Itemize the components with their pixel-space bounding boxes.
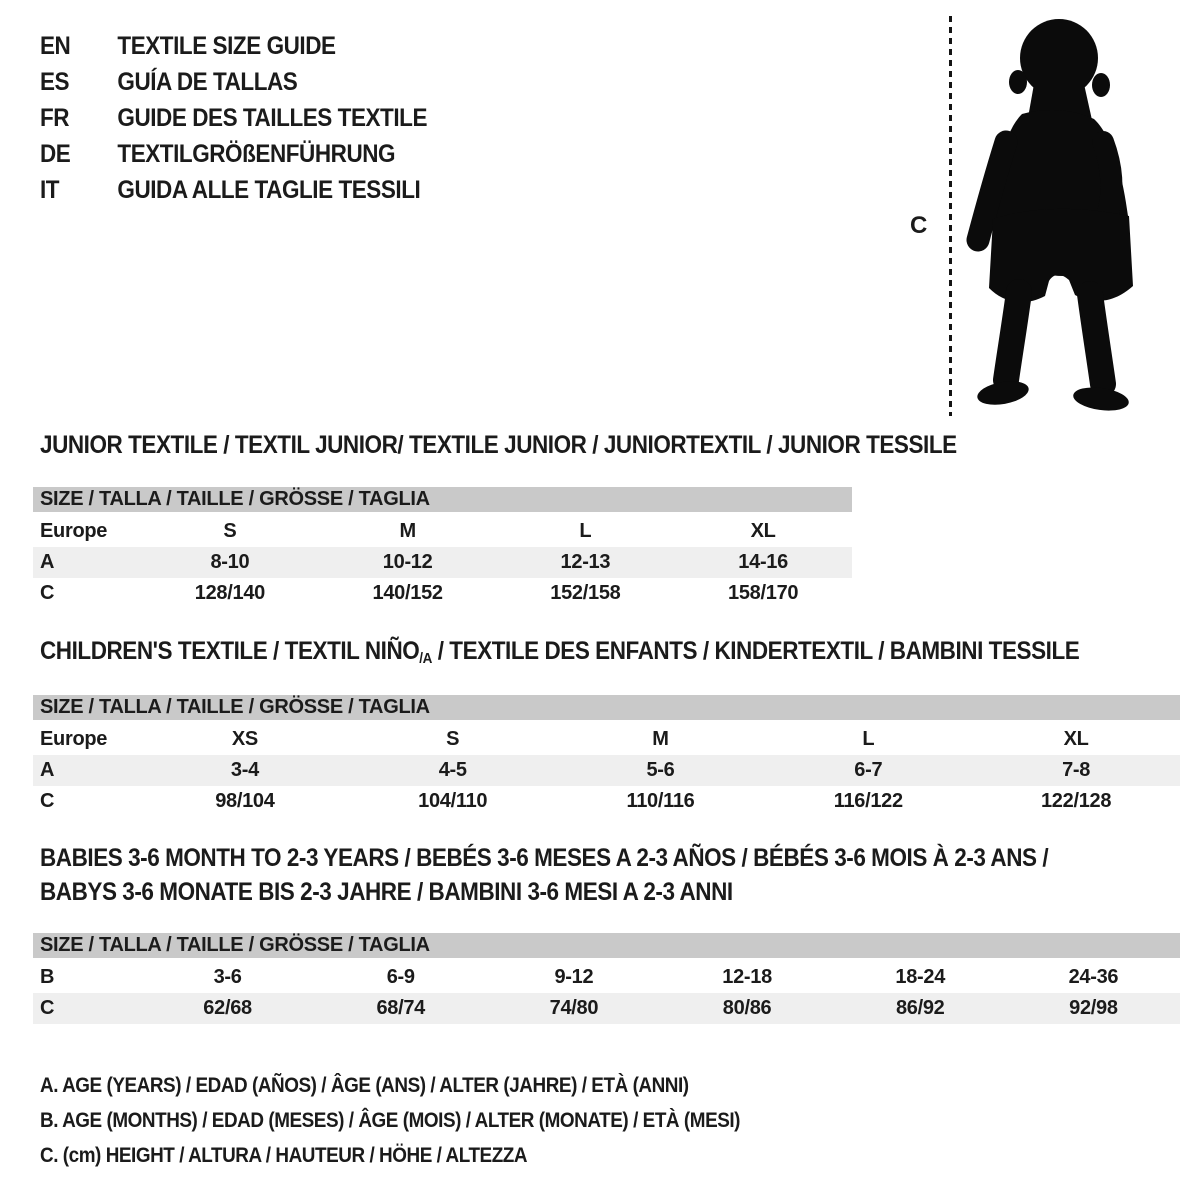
language-title-block — [40, 28, 427, 208]
size-cell: XS — [231, 728, 258, 750]
children-size-table — [33, 695, 1180, 817]
junior-size-table — [33, 487, 852, 609]
legend-line-c: C. (cm) HEIGHT / ALTURA / HAUTEUR / HÖHE / ALTEZZA — [40, 1144, 528, 1167]
language-title: GUÍA DE TALLAS — [117, 67, 298, 96]
language-code: EN — [40, 31, 71, 60]
size-cell: M — [399, 520, 416, 542]
months-cell: 18-24 — [895, 966, 946, 988]
children-heading-part1: CHILDREN'S TEXTILE / TEXTIL NIÑO — [40, 637, 420, 665]
months-cell: 12-18 — [722, 966, 772, 988]
row-label: Europe — [40, 728, 108, 750]
junior-section-heading: JUNIOR TEXTILE / TEXTIL JUNIOR/ TEXTILE JUNIOR / JUNIORTEXTIL / JUNIOR TESSILE — [40, 431, 957, 459]
age-cell: 4-5 — [438, 759, 467, 781]
size-cell: M — [652, 728, 669, 750]
language-code: FR — [40, 103, 70, 132]
height-cell: 158/170 — [728, 582, 799, 604]
size-cell: L — [862, 728, 875, 750]
row-label: C — [40, 582, 55, 604]
months-cell: 3-6 — [213, 966, 242, 988]
table-row-height — [33, 786, 1180, 817]
babies-size-table — [33, 933, 1180, 1024]
children-heading-part2: / TEXTILE DES ENFANTS / KINDERTEXTIL / BAMBINI TESSILE — [431, 637, 1080, 665]
table-row-age — [33, 755, 1180, 786]
children-heading-sub: /A — [419, 650, 432, 668]
age-cell: 3-4 — [230, 759, 259, 781]
children-section-heading — [40, 637, 1079, 667]
age-cell: 6-7 — [854, 759, 883, 781]
height-dashed-line — [949, 16, 952, 416]
height-cell: 98/104 — [215, 790, 275, 812]
months-cell: 9-12 — [554, 966, 594, 988]
size-header-bar: SIZE / TALLA / TAILLE / GRÖSSE / TAGLIA — [33, 487, 852, 512]
height-cell: 140/152 — [372, 582, 443, 604]
table-row-europe — [33, 516, 852, 547]
size-cell: XL — [750, 520, 776, 542]
age-cell: 5-6 — [646, 759, 675, 781]
language-code: IT — [40, 175, 60, 204]
height-cell: 86/92 — [895, 997, 945, 1019]
months-cell: 6-9 — [386, 966, 415, 988]
legend-block — [40, 1068, 740, 1173]
babies-section-heading — [40, 841, 1048, 909]
size-cell: L — [579, 520, 592, 542]
row-label: A — [40, 759, 55, 781]
months-cell: 24-36 — [1068, 966, 1119, 988]
height-cell: 68/74 — [376, 997, 426, 1019]
language-title: TEXTILGRÖßENFÜHRUNG — [117, 139, 396, 168]
height-cell: 122/128 — [1040, 790, 1112, 812]
language-row-de — [40, 136, 427, 172]
language-title: GUIDE DES TAILLES TEXTILE — [117, 103, 428, 132]
row-label: C — [40, 790, 55, 812]
size-header-bar: SIZE / TALLA / TAILLE / GRÖSSE / TAGLIA — [33, 933, 1180, 958]
table-row-age — [33, 547, 852, 578]
language-code: ES — [40, 67, 70, 96]
table-row-months — [33, 962, 1180, 993]
size-header-bar: SIZE / TALLA / TAILLE / GRÖSSE / TAGLIA — [33, 695, 1180, 720]
size-cell: S — [223, 520, 237, 542]
language-row-en — [40, 28, 427, 64]
legend-line-b: B. AGE (MONTHS) / EDAD (MESES) / ÂGE (MOIS) / ALTER (MONATE) / ETÀ (MESI) — [40, 1109, 741, 1132]
table-row-height — [33, 993, 1180, 1024]
language-title: GUIDA ALLE TAGLIE TESSILI — [117, 175, 421, 204]
age-cell: 10-12 — [382, 551, 433, 573]
height-cell: 110/116 — [626, 790, 695, 812]
age-cell: 7-8 — [1062, 759, 1091, 781]
height-cell: 80/86 — [722, 997, 772, 1019]
height-cell: 74/80 — [549, 997, 599, 1019]
legend-line-a: A. AGE (YEARS) / EDAD (AÑOS) / ÂGE (ANS) / ALTER (JAHRE) / ETÀ (ANNI) — [40, 1074, 689, 1097]
table-row-height — [33, 578, 852, 609]
height-label-c: C — [910, 212, 928, 239]
height-cell: 62/68 — [203, 997, 252, 1019]
age-cell: 8-10 — [210, 551, 250, 573]
age-cell: 12-13 — [560, 551, 611, 573]
language-code: DE — [40, 139, 71, 168]
row-label: Europe — [40, 520, 108, 542]
language-row-es — [40, 64, 427, 100]
language-title: TEXTILE SIZE GUIDE — [117, 31, 336, 60]
table-row-europe — [33, 724, 1180, 755]
toddler-silhouette-icon — [962, 14, 1142, 419]
row-label: B — [40, 966, 55, 988]
height-cell: 116/122 — [833, 790, 903, 812]
babies-heading-line2: BABYS 3-6 MONATE BIS 2-3 JAHRE / BAMBINI 3-6 MESI A 2-3 ANNI — [40, 878, 733, 906]
height-cell: 128/140 — [194, 582, 265, 604]
language-row-it — [40, 172, 427, 208]
row-label: A — [40, 551, 55, 573]
size-cell: XL — [1063, 728, 1089, 750]
size-cell: S — [446, 728, 460, 750]
height-cell: 104/110 — [418, 790, 488, 812]
age-cell: 14-16 — [738, 551, 788, 573]
height-cell: 152/158 — [550, 582, 621, 604]
height-cell: 92/98 — [1069, 997, 1118, 1019]
language-row-fr — [40, 100, 427, 136]
babies-heading-line1: BABIES 3-6 MONTH TO 2-3 YEARS / BEBÉS 3-6 MESES A 2-3 AÑOS / BÉBÉS 3-6 MOIS À 2-3 ANS / — [40, 844, 1049, 872]
row-label: C — [40, 997, 55, 1019]
